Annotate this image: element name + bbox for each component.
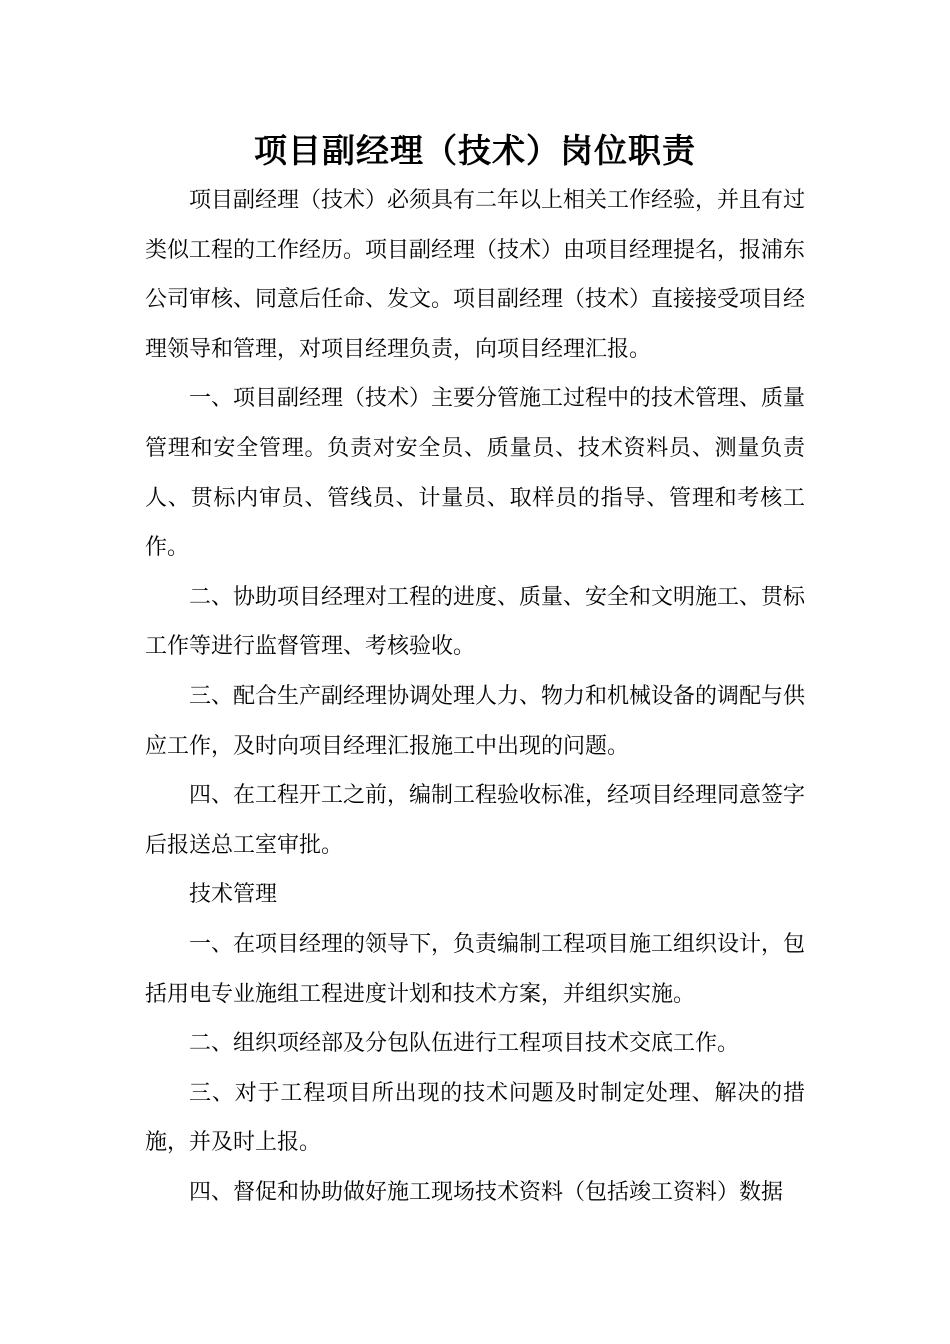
paragraph-duty-2: 二、协助项目经理对工程的进度、质量、安全和文明施工、贯标工作等进行监督管理、考核验收。 <box>145 584 806 660</box>
paragraph-intro: 项目副经理（技术）必须具有二年以上相关工作经验，并且有过类似工程的工作经历。项目副经理（技术）由项目经理提名，报浦东公司审核、同意后任命、发文。项目副经理（技术）直接接受项目经理领导和管理，对项目经理负责，向项目经理汇报。 <box>145 188 806 362</box>
section-heading-tech-management: 技术管理 <box>189 882 278 908</box>
document-body <box>145 176 805 1217</box>
paragraph-duty-1: 一、项目副经理（技术）主要分管施工过程中的技术管理、质量管理和安全管理。负责对安全员、质量员、技术资料员、测量负责人、贯标内审员、管线员、计量员、取样员的指导、管理和考核工作。 <box>145 386 806 561</box>
paragraph-tech-1: 一、在项目经理的领导下，负责编制工程项目施工组织设计，包括用电专业施组工程进度计划和技术方案，并组织实施。 <box>145 931 806 1007</box>
paragraph-tech-2: 二、组织项经部及分包队伍进行工程项目技术交底工作。 <box>189 1031 740 1057</box>
paragraph-tech-3: 三、对于工程项目所出现的技术问题及时制定处理、解决的措施，并及时上报。 <box>145 1080 805 1156</box>
paragraph-tech-4: 四、督促和协助做好施工现场技术资料（包括竣工资料）数据 <box>189 1179 784 1205</box>
paragraph-duty-3: 三、配合生产副经理协调处理人力、物力和机械设备的调配与供应工作，及时向项目经理汇报施工中出现的问题。 <box>145 683 806 759</box>
document-title: 项目副经理（技术）岗位职责 <box>254 131 696 170</box>
paragraph-duty-4: 四、在工程开工之前，编制工程验收标准，经项目经理同意签字后报送总工室审批。 <box>145 783 806 858</box>
